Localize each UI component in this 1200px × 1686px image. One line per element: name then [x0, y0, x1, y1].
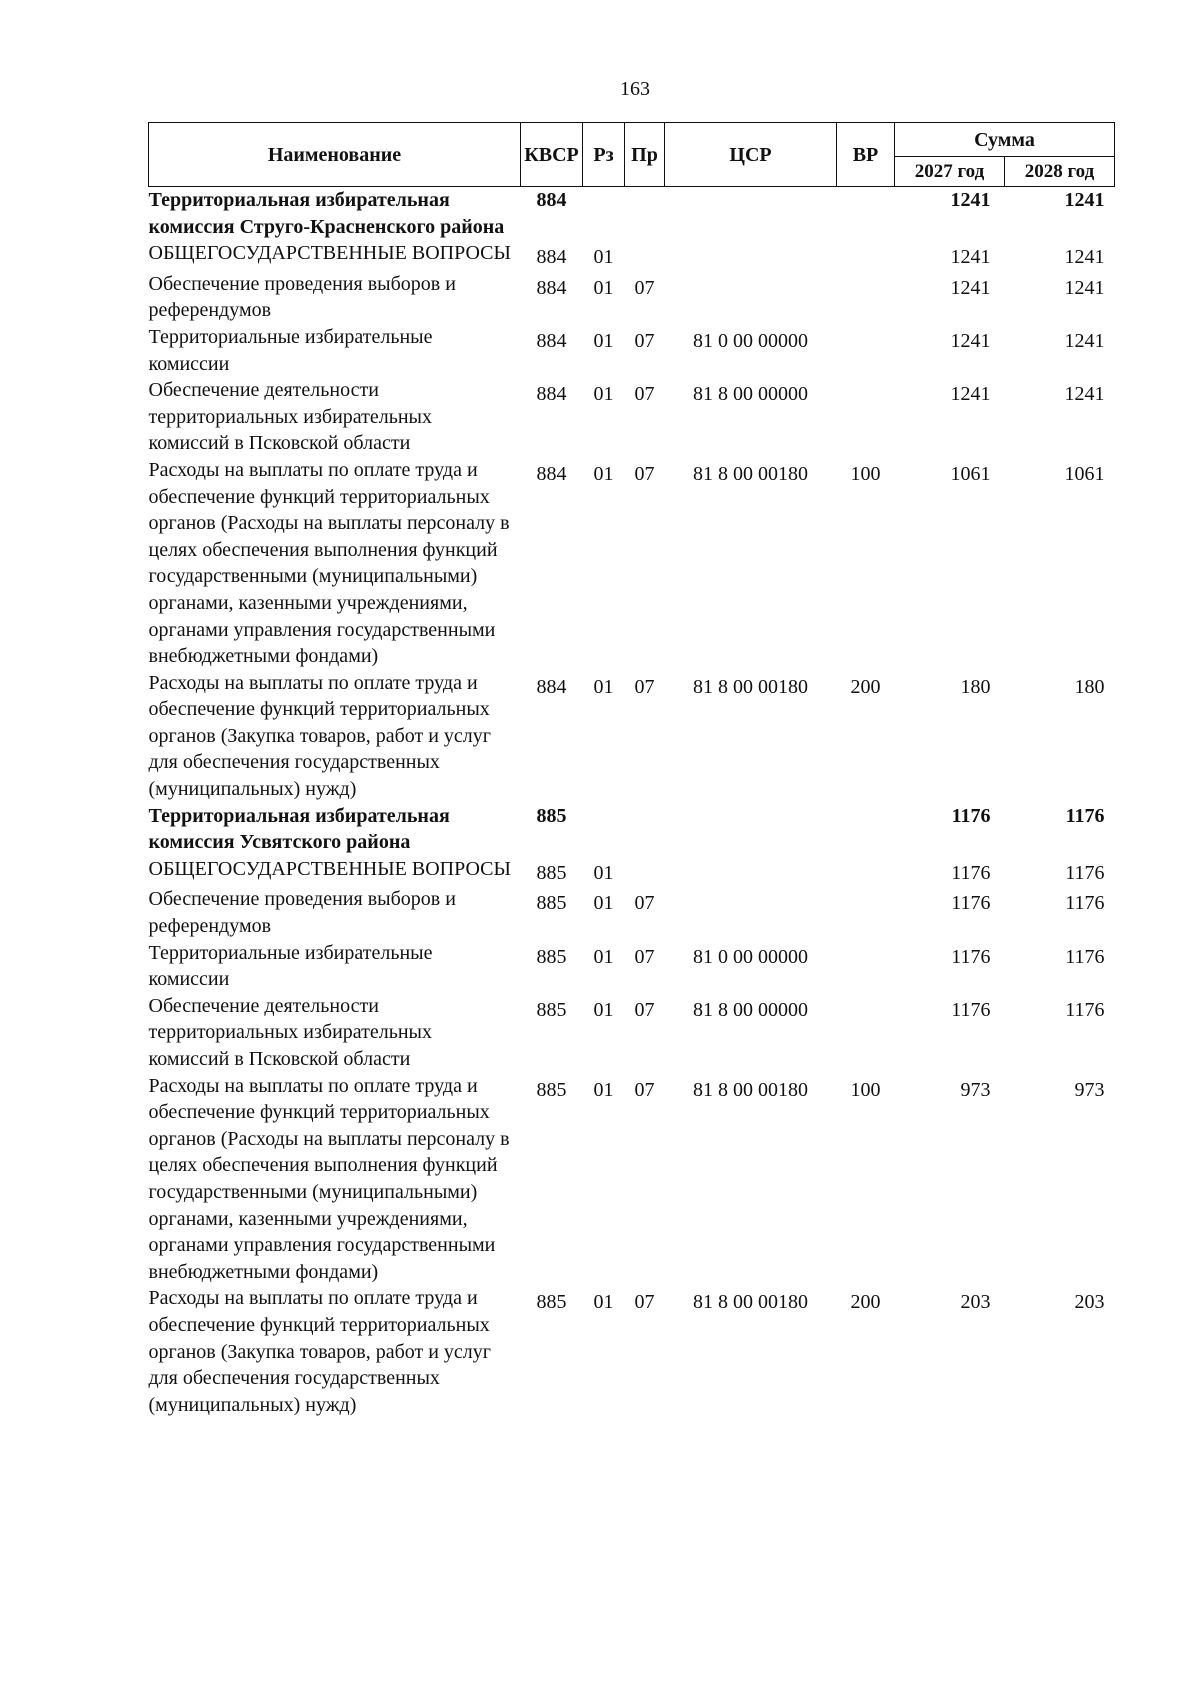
cell-csr — [665, 886, 837, 939]
cell-rz — [583, 187, 625, 241]
cell-name: Обеспечение деятельности территориальных избирательных комиссий в Псковской области — [148, 994, 432, 1070]
table-row — [149, 187, 1115, 241]
cell-csr: 81 8 00 00180 — [693, 675, 808, 698]
cell-y2028: 1176 — [1065, 804, 1105, 827]
cell-pr — [625, 803, 665, 856]
table-row — [149, 670, 1115, 803]
header-rz: Рз — [583, 123, 625, 187]
cell-kvsr: 884 — [536, 462, 567, 485]
cell-y2027: 1241 — [950, 246, 991, 269]
cell-csr: 81 8 00 00000 — [693, 998, 808, 1021]
cell-kvsr: 885 — [536, 998, 567, 1021]
cell-csr — [665, 856, 837, 887]
cell-y2028: 1176 — [1065, 945, 1105, 968]
header-year-2027: 2027 год — [895, 157, 1005, 187]
table-row — [149, 1073, 1115, 1286]
cell-rz — [583, 803, 625, 856]
header-year-2028: 2028 год — [1005, 157, 1115, 187]
table-row — [149, 271, 1115, 324]
cell-y2027: 1241 — [950, 276, 991, 299]
table-row — [149, 377, 1115, 457]
table-row — [149, 856, 1115, 887]
cell-vr: 200 — [850, 675, 881, 698]
cell-name: Территориальная избирательная комиссия Усвятского района — [148, 804, 450, 854]
cell-csr: 81 8 00 00180 — [693, 1291, 808, 1314]
cell-name: Территориальные избирательные комиссии — [148, 941, 433, 991]
cell-y2028: 1241 — [1064, 189, 1105, 211]
cell-kvsr: 885 — [536, 1291, 567, 1314]
cell-csr: 81 8 00 00180 — [693, 1078, 808, 1101]
cell-y2027: 1176 — [951, 945, 991, 968]
cell-rz: 01 — [593, 246, 614, 269]
cell-y2028: 1241 — [1064, 329, 1105, 352]
cell-y2028: 1241 — [1064, 246, 1105, 269]
cell-y2027: 973 — [960, 1078, 991, 1101]
cell-vr — [837, 377, 895, 457]
budget-table — [148, 122, 1115, 1418]
cell-y2028: 1176 — [1065, 861, 1105, 884]
cell-y2027: 1176 — [951, 804, 991, 827]
cell-name: Расходы на выплаты по оплате труда и обеспечение функций территориальных органов (Расходы на выплаты персоналу в целях обеспечения выполнения функций государственными (муниципальными) органами, казенными учреждениями, органами управления государственными внебюджетными фондами) — [148, 1074, 510, 1283]
cell-y2027: 203 — [960, 1291, 991, 1314]
header-kvsr: КВСР — [521, 123, 583, 187]
cell-kvsr: 884 — [536, 329, 567, 352]
cell-name: Обеспечение проведения выборов и референдумов — [148, 272, 456, 322]
cell-name: Территориальные избирательные комиссии — [148, 325, 433, 375]
cell-vr — [837, 271, 895, 324]
cell-vr: 100 — [850, 1078, 881, 1101]
header-vr: ВР — [837, 123, 895, 187]
cell-name: Территориальная избирательная комиссия Струго-Красненского района — [148, 189, 505, 238]
cell-kvsr: 885 — [536, 804, 567, 827]
cell-csr: 81 8 00 00180 — [693, 462, 808, 485]
cell-kvsr: 885 — [536, 1078, 567, 1101]
cell-kvsr: 884 — [536, 276, 567, 299]
page-number: 163 — [620, 78, 650, 100]
cell-y2028: 1241 — [1064, 276, 1105, 299]
cell-kvsr: 885 — [536, 861, 567, 884]
cell-csr — [665, 240, 837, 271]
cell-rz: 01 — [593, 861, 614, 884]
cell-rz: 01 — [593, 383, 614, 406]
cell-y2027: 1241 — [950, 383, 991, 406]
cell-vr — [837, 803, 895, 856]
cell-csr: 81 0 00 00000 — [693, 329, 808, 352]
table-body — [149, 187, 1115, 1419]
cell-pr — [625, 240, 665, 271]
table-row — [149, 240, 1115, 271]
table-row — [149, 886, 1115, 939]
cell-name: Расходы на выплаты по оплате труда и обеспечение функций территориальных органов (Закупка товаров, работ и услуг для обеспечения государственных (муниципальных) нужд) — [148, 1287, 491, 1416]
cell-y2028: 1061 — [1064, 462, 1105, 485]
cell-pr: 07 — [634, 276, 655, 299]
cell-pr: 07 — [634, 675, 655, 698]
header-sum: Сумма — [895, 123, 1115, 157]
cell-y2027: 180 — [960, 675, 991, 698]
cell-vr: 200 — [850, 1291, 881, 1314]
cell-kvsr: 884 — [536, 189, 567, 211]
cell-y2027: 1241 — [950, 329, 991, 352]
cell-y2028: 203 — [1074, 1291, 1105, 1314]
cell-vr — [837, 940, 895, 993]
cell-vr — [837, 886, 895, 939]
cell-vr — [837, 856, 895, 887]
cell-csr — [665, 803, 837, 856]
cell-kvsr: 885 — [536, 892, 567, 915]
cell-pr: 07 — [634, 945, 655, 968]
cell-vr: 100 — [850, 462, 881, 485]
cell-y2028: 180 — [1074, 675, 1105, 698]
cell-rz: 01 — [593, 945, 614, 968]
cell-pr — [625, 856, 665, 887]
cell-vr — [837, 993, 895, 1073]
cell-kvsr: 884 — [536, 383, 567, 406]
cell-pr: 07 — [634, 383, 655, 406]
cell-pr: 07 — [634, 1078, 655, 1101]
cell-rz: 01 — [593, 329, 614, 352]
table-row — [149, 803, 1115, 856]
table-row — [149, 457, 1115, 670]
cell-rz: 01 — [593, 276, 614, 299]
cell-rz: 01 — [593, 675, 614, 698]
header-name: Наименование — [149, 123, 521, 187]
cell-y2027: 1176 — [951, 998, 991, 1021]
table-row — [149, 1285, 1115, 1418]
cell-y2027: 1176 — [951, 892, 991, 915]
cell-rz: 01 — [593, 1291, 614, 1314]
cell-y2028: 1176 — [1065, 892, 1105, 915]
cell-rz: 01 — [593, 892, 614, 915]
cell-y2027: 1176 — [951, 861, 991, 884]
table-header — [149, 123, 1115, 187]
header-pr: Пр — [625, 123, 665, 187]
cell-y2028: 1176 — [1065, 998, 1105, 1021]
cell-pr: 07 — [634, 329, 655, 352]
cell-kvsr: 885 — [536, 945, 567, 968]
table-row — [149, 940, 1115, 993]
header-csr: ЦСР — [665, 123, 837, 187]
cell-name: ОБЩЕГОСУДАРСТВЕННЫЕ ВОПРОСЫ — [148, 242, 511, 265]
budget-table-container — [148, 122, 1114, 1418]
cell-name: Расходы на выплаты по оплате труда и обеспечение функций территориальных органов (Расходы на выплаты персоналу в целях обеспечения выполнения функций государственными (муниципальными) органами, казенными учреждениями, органами управления государственными внебюджетными фондами) — [148, 458, 510, 668]
cell-y2027: 1241 — [950, 189, 991, 211]
table-row — [149, 993, 1115, 1073]
cell-kvsr: 884 — [536, 675, 567, 698]
cell-name: ОБЩЕГОСУДАРСТВЕННЫЕ ВОПРОСЫ — [148, 857, 511, 880]
cell-pr: 07 — [634, 998, 655, 1021]
cell-name: Обеспечение проведения выборов и референдумов — [148, 888, 456, 938]
cell-y2028: 973 — [1074, 1078, 1105, 1101]
table-row — [149, 324, 1115, 377]
cell-name: Расходы на выплаты по оплате труда и обеспечение функций территориальных органов (Закупка товаров, работ и услуг для обеспечения государственных (муниципальных) нужд) — [148, 671, 491, 801]
cell-name: Обеспечение деятельности территориальных избирательных комиссий в Псковской области — [148, 379, 432, 455]
cell-y2028: 1241 — [1064, 383, 1105, 406]
cell-csr — [665, 187, 837, 241]
cell-pr — [625, 187, 665, 241]
cell-pr: 07 — [634, 1291, 655, 1314]
cell-vr — [837, 324, 895, 377]
cell-vr — [837, 240, 895, 271]
cell-csr: 81 8 00 00000 — [693, 383, 808, 406]
cell-rz: 01 — [593, 462, 614, 485]
cell-rz: 01 — [593, 1078, 614, 1101]
cell-pr: 07 — [634, 892, 655, 915]
cell-rz: 01 — [593, 998, 614, 1021]
cell-pr: 07 — [634, 462, 655, 485]
cell-kvsr: 884 — [536, 246, 567, 269]
cell-csr: 81 0 00 00000 — [693, 945, 808, 968]
cell-csr — [665, 271, 837, 324]
cell-vr — [837, 187, 895, 241]
cell-y2027: 1061 — [950, 462, 991, 485]
